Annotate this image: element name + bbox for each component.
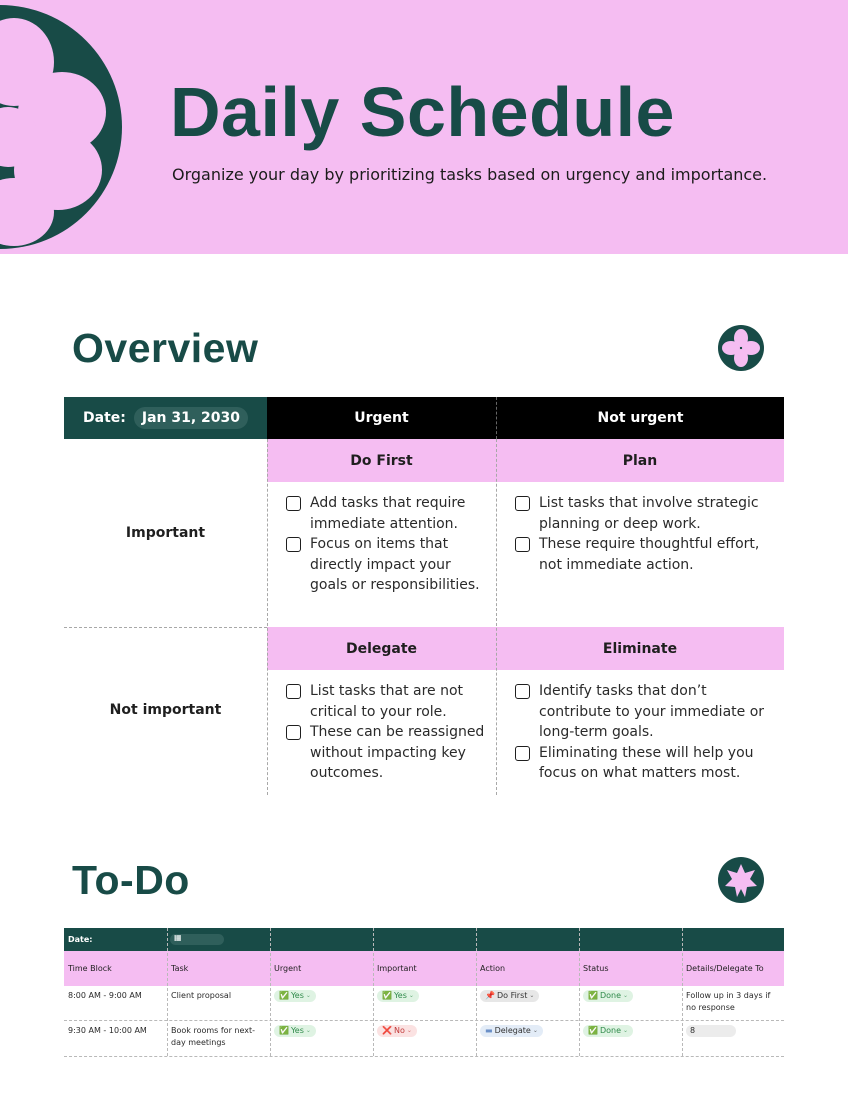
check-icon: ✅ <box>588 1026 598 1035</box>
star-icon <box>717 856 765 904</box>
list-item[interactable]: List tasks that involve strategic planning or deep work. <box>515 493 779 534</box>
eliminate-list <box>515 681 779 784</box>
checkbox[interactable] <box>286 684 301 699</box>
checkbox[interactable] <box>515 537 530 552</box>
chevron-down-icon: ⌄ <box>529 992 535 999</box>
col-important: Important <box>377 964 417 973</box>
col-time-block: Time Block <box>68 964 112 973</box>
time-block-cell: 8:00 AM - 9:00 AM <box>68 991 142 1000</box>
overview-date-label: Date: <box>83 410 126 426</box>
chevron-down-icon: ⌄ <box>305 1027 311 1034</box>
chevron-down-icon: ⌄ <box>623 1027 629 1034</box>
plan-list <box>515 493 779 575</box>
col-urgent-header: Urgent <box>267 397 496 439</box>
details-cell <box>682 1025 784 1037</box>
pin-icon: 📌 <box>485 991 495 1000</box>
urgent-select[interactable]: ✅ Yes ⌄ <box>274 1025 316 1037</box>
list-item[interactable]: These require thoughtful effort, not immediate action. <box>515 534 779 575</box>
list-item[interactable]: Eliminating these will help you focus on what matters most. <box>515 743 779 784</box>
table-row <box>64 1020 784 1056</box>
action-cell <box>476 990 579 1002</box>
col-not-urgent-header: Not urgent <box>496 397 784 439</box>
row-label-not-important: Not important <box>109 702 222 718</box>
list-item[interactable]: Add tasks that require immediate attention. <box>286 493 486 534</box>
todo-date-row <box>64 928 784 951</box>
chevron-down-icon: ⌄ <box>532 1027 538 1034</box>
header-banner <box>0 0 848 254</box>
checkbox[interactable] <box>286 725 301 740</box>
cross-icon: ❌ <box>382 1026 392 1035</box>
col-urgent: Urgent <box>274 964 302 973</box>
todo-title: To-Do <box>72 857 190 903</box>
row-divider <box>64 1056 784 1057</box>
row-label-important: Important <box>125 525 206 541</box>
check-icon: ✅ <box>382 991 392 1000</box>
urgent-select[interactable]: ✅ Yes ⌄ <box>274 990 316 1002</box>
column-divider <box>682 928 683 1056</box>
checkbox[interactable] <box>286 496 301 511</box>
chevron-down-icon: ⌄ <box>623 992 629 999</box>
urgent-cell <box>270 990 373 1002</box>
quadrant-title-plan: Plan <box>496 439 784 482</box>
col-status: Status <box>583 964 609 973</box>
task-cell[interactable]: Book rooms for next-day meetings <box>171 1026 256 1047</box>
col-details: Details/Delegate To <box>686 964 764 973</box>
row-divider <box>64 1020 784 1021</box>
chevron-down-icon: ⌄ <box>408 992 414 999</box>
col-action: Action <box>480 964 506 973</box>
check-icon: ✅ <box>279 1026 289 1035</box>
details-cell[interactable]: Follow up in 3 days if no response <box>686 991 771 1012</box>
quadrant-title-delegate: Delegate <box>267 627 496 670</box>
chevron-down-icon: ⌄ <box>406 1027 412 1034</box>
column-divider <box>579 928 580 1056</box>
details-input[interactable]: 8 <box>686 1025 736 1037</box>
status-cell <box>579 990 682 1002</box>
checkbox[interactable] <box>515 496 530 511</box>
action-select[interactable]: 📌 Do First ⌄ <box>480 990 539 1002</box>
column-divider <box>476 928 477 1056</box>
list-item[interactable]: List tasks that are not critical to your role. <box>286 681 486 722</box>
quadrant-title-eliminate: Eliminate <box>496 627 784 670</box>
list-item[interactable]: Focus on items that directly impact your goals or responsibilities. <box>286 534 486 596</box>
checkbox[interactable] <box>515 746 530 761</box>
flower-decoration-icon <box>0 0 130 254</box>
column-divider <box>167 928 168 1056</box>
check-icon: ✅ <box>279 991 289 1000</box>
action-cell <box>476 1025 579 1037</box>
list-item[interactable]: Identify tasks that don’t contribute to your immediate or long-term goals. <box>515 681 779 743</box>
status-cell <box>579 1025 682 1037</box>
overview-date-cell <box>64 397 267 439</box>
delegate-list <box>286 681 486 784</box>
check-icon: ✅ <box>588 991 598 1000</box>
column-divider <box>270 928 271 1056</box>
flower-icon <box>717 324 765 372</box>
page-subtitle: Organize your day by prioritizing tasks based on urgency and importance. <box>172 165 768 184</box>
quadrant-title-do-first: Do First <box>267 439 496 482</box>
column-divider <box>373 928 374 1056</box>
status-select[interactable]: ✅ Done ⌄ <box>583 1025 633 1037</box>
list-item[interactable]: These can be reassigned without impacting key outcomes. <box>286 722 486 784</box>
overview-date-value[interactable]: Jan 31, 2030 <box>134 407 248 429</box>
status-select[interactable]: ✅ Done ⌄ <box>583 990 633 1002</box>
important-cell <box>373 1025 476 1037</box>
overview-title: Overview <box>72 325 259 371</box>
delegate-icon: ▬ <box>485 1026 493 1035</box>
important-cell <box>373 990 476 1002</box>
col-task: Task <box>171 964 189 973</box>
todo-date-field[interactable] <box>170 934 224 945</box>
todo-date-label: Date: <box>68 935 93 944</box>
column-divider <box>496 439 497 795</box>
calendar-icon: ▦ <box>174 933 182 942</box>
action-select[interactable]: ▬ Delegate ⌄ <box>480 1025 543 1037</box>
important-select[interactable]: ❌ No ⌄ <box>377 1025 417 1037</box>
chevron-down-icon: ⌄ <box>305 992 311 999</box>
checkbox[interactable] <box>515 684 530 699</box>
page-title: Daily Schedule <box>170 73 675 151</box>
task-cell[interactable]: Client proposal <box>171 991 232 1000</box>
checkbox[interactable] <box>286 537 301 552</box>
do-first-list <box>286 493 486 596</box>
table-row <box>64 986 784 1020</box>
column-divider <box>267 439 268 795</box>
important-select[interactable]: ✅ Yes ⌄ <box>377 990 419 1002</box>
time-block-cell: 9:30 AM - 10:00 AM <box>68 1026 147 1035</box>
urgent-cell <box>270 1025 373 1037</box>
todo-columns-row <box>64 951 784 986</box>
